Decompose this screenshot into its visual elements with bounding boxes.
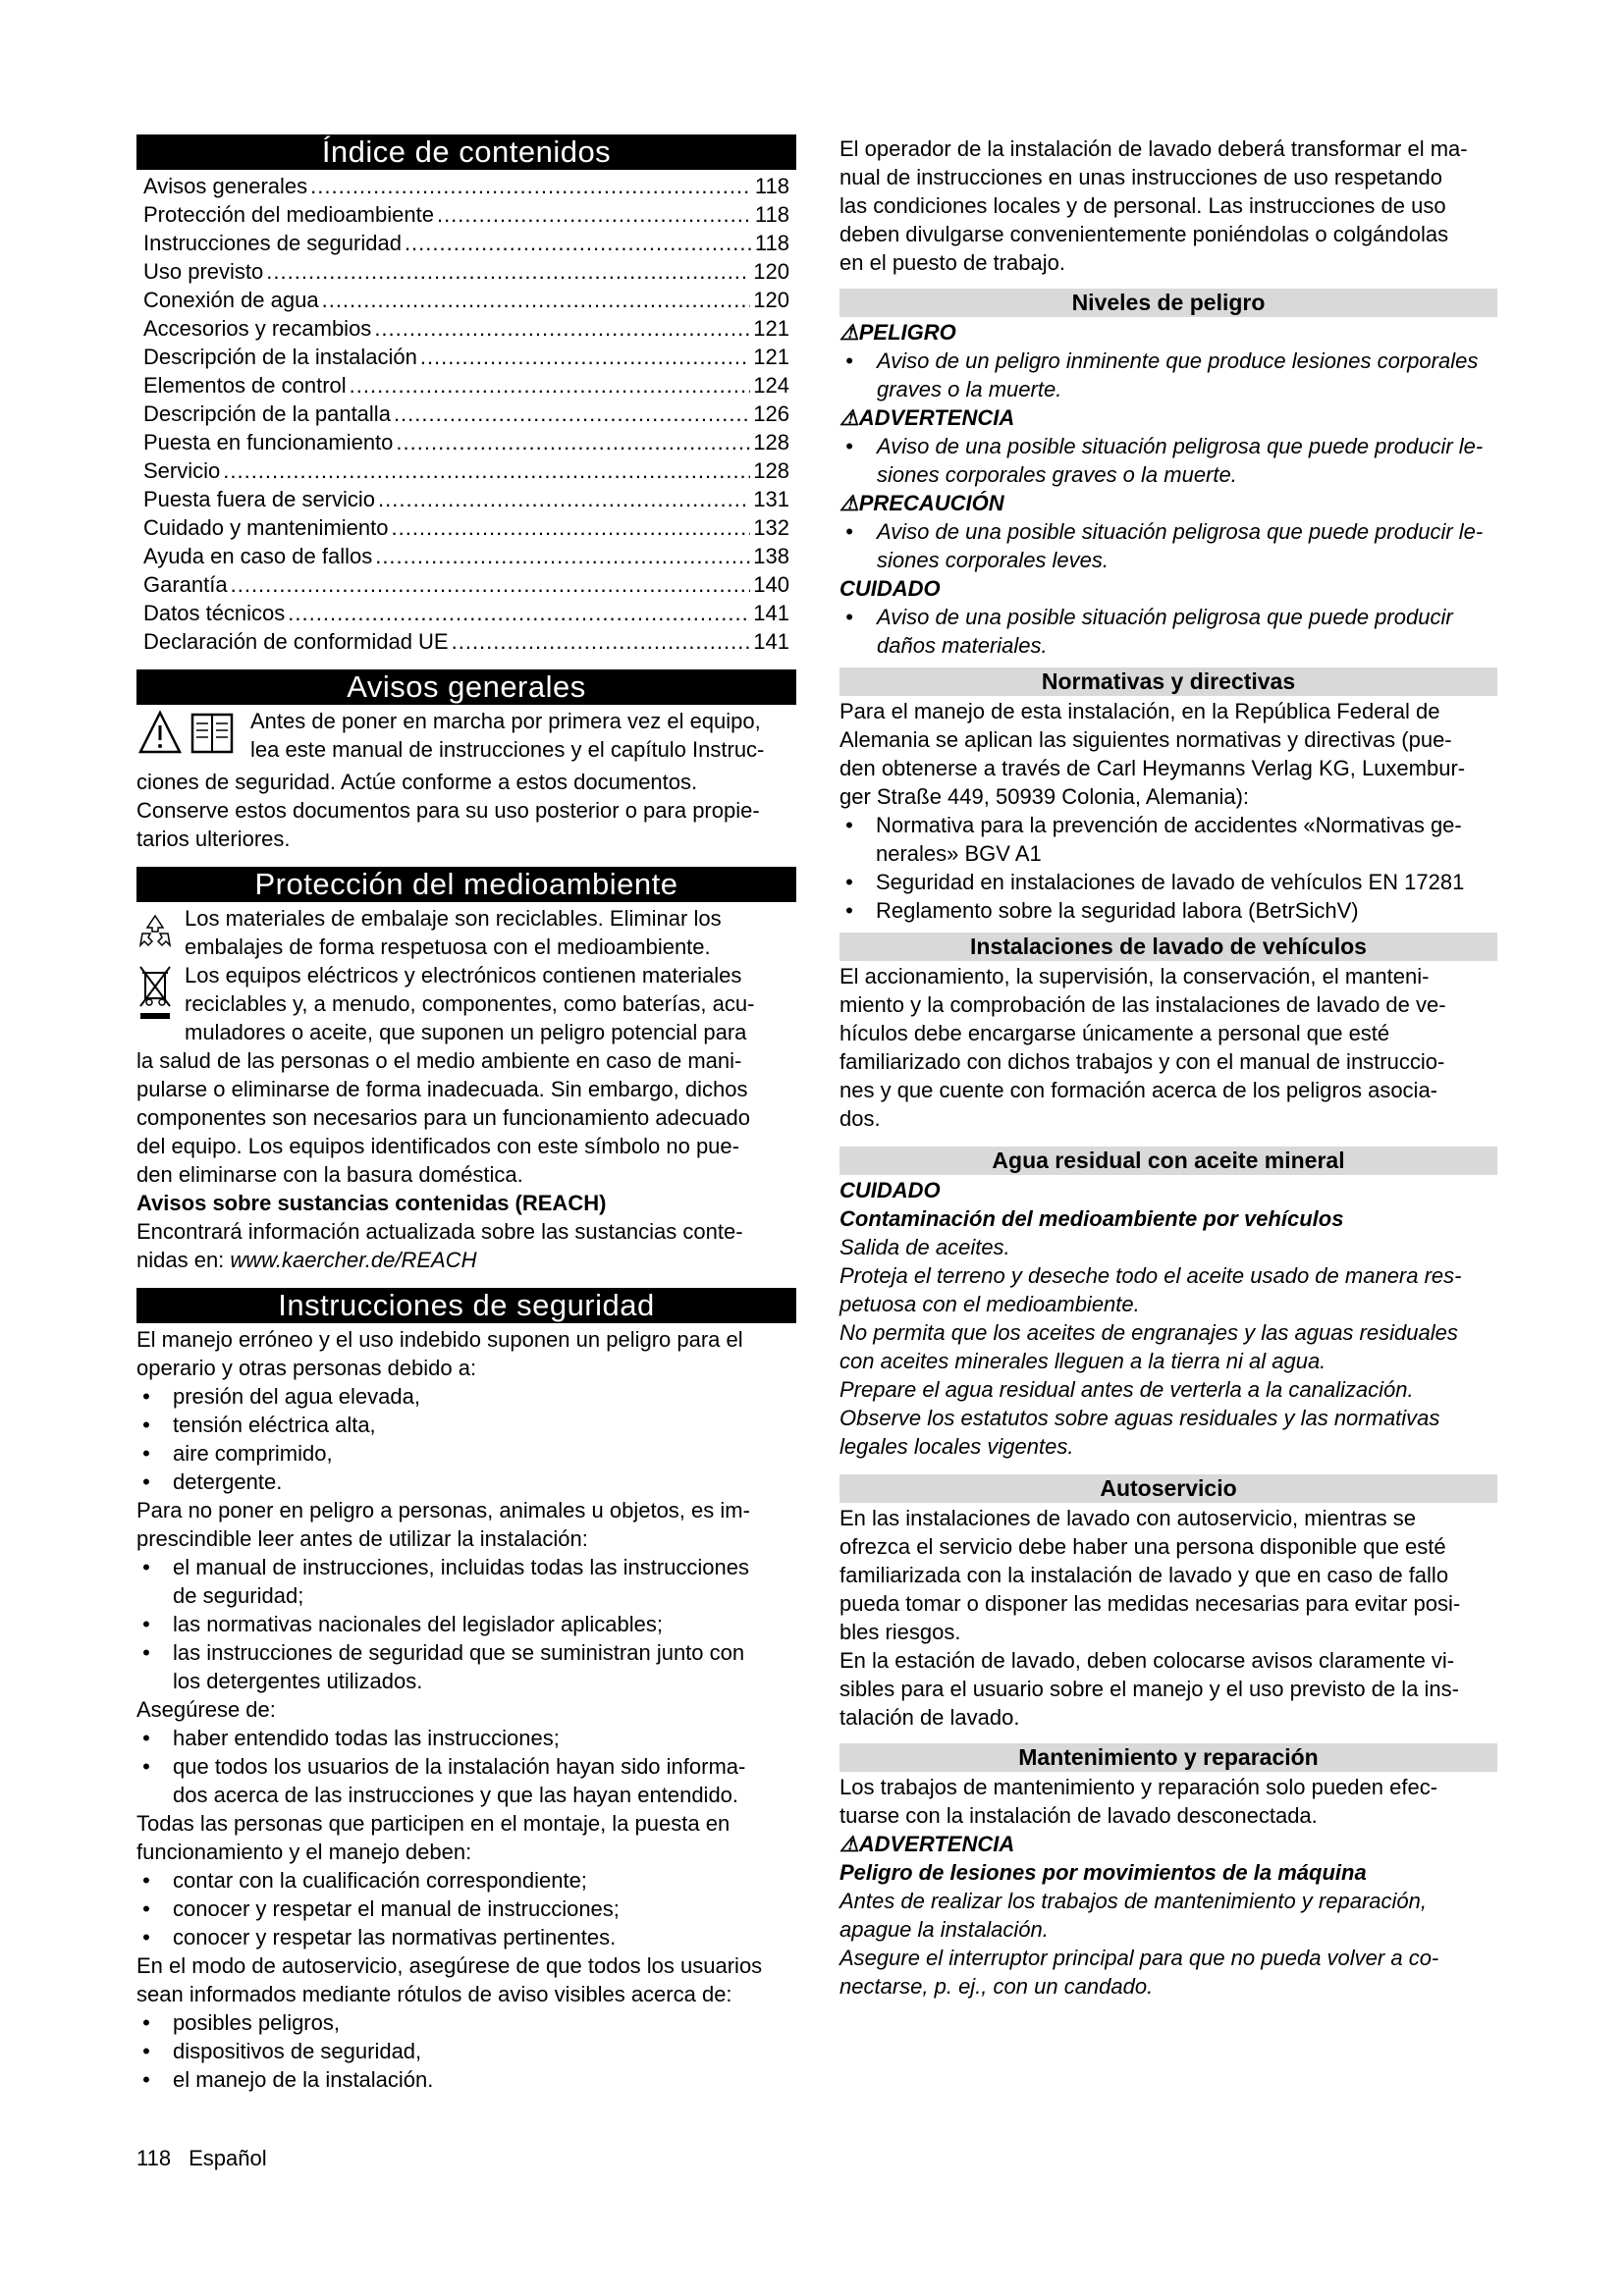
toc-entry-page: 140: [753, 572, 789, 597]
general-text: Conserve estos documentos para su uso posterior o para propie-: [136, 798, 760, 823]
general-title: Avisos generales: [136, 669, 796, 705]
toc-entry-label: Instrucciones de seguridad: [143, 231, 402, 255]
page-footer: [136, 2146, 285, 2171]
footer-language: Español: [189, 2146, 267, 2170]
read-list: [136, 1553, 796, 1695]
warning-triangle-icon: ⚠: [839, 1832, 859, 1856]
list-item: [136, 1752, 796, 1809]
toc-leader-dots: [391, 513, 750, 542]
general-text: ciones de seguridad. Actúe conforme a estos documentos.: [136, 770, 698, 794]
text-line: El accionamiento, la supervisión, la conservación, el manteni-: [839, 964, 1430, 988]
warning-triangle-icon: ⚠: [839, 320, 859, 345]
env-text: muladores o aceite, que suponen un peligro potencial para: [185, 1020, 747, 1044]
list-item: [839, 347, 1497, 403]
toc-leader-dots: [405, 229, 752, 257]
toc-leader-dots: [394, 400, 750, 428]
toc-entry-page: 120: [753, 259, 789, 284]
text-line: den obtenerse a través de Carl Heymanns Verlag KG, Luxembur-: [839, 756, 1466, 780]
list-item: [136, 1638, 796, 1695]
toc-entry-label: Descripción de la pantalla: [143, 401, 391, 426]
general-notice: [136, 707, 796, 853]
list-item: • detergente.: [136, 1468, 796, 1496]
list-item: • aire comprimido,: [136, 1439, 796, 1468]
toc-entry-label: Elementos de control: [143, 373, 347, 398]
safety-text: El manejo erróneo y el uso indebido suponen un peligro para el: [136, 1327, 743, 1352]
text-line: El operador de la instalación de lavado deberá transformar el ma-: [839, 136, 1468, 161]
env-text: embalajes de forma respetuosa con el medioambiente.: [185, 934, 711, 959]
toc-leader-dots: [231, 570, 751, 599]
toc-entry[interactable]: [136, 428, 796, 456]
text-line: Para el manejo de esta instalación, en la República Federal de: [839, 699, 1440, 723]
list-item: • el manejo de la instalación.: [136, 2065, 796, 2094]
text-line: en el puesto de trabajo.: [839, 250, 1065, 275]
list-item-text: siones corporales graves o la muerte.: [877, 462, 1237, 487]
general-text: Antes de poner en marcha por primera vez el equipo,: [250, 709, 761, 733]
oil-text: [839, 1233, 1497, 1461]
toc-entry-label: Servicio: [143, 458, 221, 483]
text-line: hículos debe encargarse únicamente a personal que esté: [839, 1021, 1390, 1045]
list-item: • tensión eléctrica alta,: [136, 1411, 796, 1439]
toc-entry-page: 141: [753, 601, 789, 625]
toc-leader-dots: [378, 485, 750, 513]
toc-entry[interactable]: [136, 485, 796, 513]
danger-level-label: PRECAUCIÓN: [858, 491, 1004, 515]
reach-text: Encontrará información actualizada sobre las sustancias conte-: [136, 1219, 743, 1244]
danger-level-name: [839, 489, 1497, 517]
safety-text: funcionamiento y el manejo deben:: [136, 1840, 472, 1864]
ensure-list: [136, 1724, 796, 1809]
list-item-text: que todos los usuarios de la instalación hayan sido informa-: [173, 1754, 746, 1779]
toc-leader-dots: [374, 314, 750, 343]
safety-text: Para no poner en peligro a personas, animales u objetos, es im-: [136, 1498, 750, 1522]
text-line: sibles para el usuario sobre el manejo y el uso previsto de la ins-: [839, 1677, 1459, 1701]
list-item-text: Aviso de un peligro inminente que produce lesiones corporales: [877, 348, 1479, 373]
text-line: las condiciones locales y de personal. Las instrucciones de uso: [839, 193, 1446, 218]
toc-entry[interactable]: [136, 542, 796, 570]
toc-leader-dots: [437, 200, 752, 229]
text-line: con aceites minerales lleguen a la tierra ni al agua.: [839, 1349, 1326, 1373]
maint-text: tuarse con la instalación de lavado desconectada.: [839, 1803, 1318, 1828]
personnel-list: [136, 1866, 796, 1951]
toc-entry[interactable]: [136, 172, 796, 200]
danger-level-description: [839, 603, 1497, 660]
list-item-text: Aviso de una posible situación peligrosa que puede producir le-: [877, 434, 1484, 458]
general-text: tarios ulteriores.: [136, 827, 291, 851]
toc-leader-dots: [420, 343, 750, 371]
toc-entry-label: Puesta en funcionamiento: [143, 430, 394, 454]
wash-title: Instalaciones de lavado de vehículos: [839, 933, 1497, 961]
environment-title: Protección del medioambiente: [136, 867, 796, 902]
text-line: nes y que cuente con formación acerca de los peligros asocia-: [839, 1078, 1438, 1102]
text-line: legales locales vigentes.: [839, 1434, 1074, 1459]
env-text: Los equipos eléctricos y electrónicos contienen materiales: [185, 963, 742, 988]
toc-entry-label: Accesorios y recambios: [143, 316, 372, 341]
text-line: Prepare el agua residual antes de verterla a la canalización.: [839, 1377, 1414, 1402]
list-item: • conocer y respetar el manual de instrucciones;: [136, 1895, 796, 1923]
norms-text: [839, 697, 1497, 811]
weee-notice: [136, 961, 796, 1189]
toc-entry-page: 121: [753, 345, 789, 369]
toc-entry-page: 138: [753, 544, 789, 568]
danger-level-label: ADVERTENCIA: [858, 405, 1015, 430]
maint-heading: Peligro de lesiones por movimientos de la máquina: [839, 1860, 1367, 1885]
toc-entry[interactable]: [136, 513, 796, 542]
text-line: Alemania se aplican las siguientes normativas y directivas (pue-: [839, 727, 1452, 752]
toc-entry[interactable]: [136, 257, 796, 286]
self-title: Autoservicio: [839, 1474, 1497, 1503]
text-line: No permita que los aceites de engranajes y las aguas residuales: [839, 1320, 1458, 1345]
env-text: del equipo. Los equipos identificados con este símbolo no pue-: [136, 1134, 739, 1158]
toc-leader-dots: [310, 172, 752, 200]
toc-entry-page: 124: [753, 373, 789, 398]
list-item-text: las instrucciones de seguridad que se suministran junto con: [173, 1640, 745, 1665]
text-line: Salida de aceites.: [839, 1235, 1010, 1259]
toc-leader-dots: [322, 286, 751, 314]
safety-text: operario y otras personas debido a:: [136, 1356, 477, 1380]
reach-title: Avisos sobre sustancias contenidas (REACH): [136, 1191, 607, 1215]
text-line: talación de lavado.: [839, 1705, 1020, 1730]
danger-level-description: [839, 517, 1497, 574]
warning-triangle-icon: ⚠: [839, 405, 859, 430]
maint-text: Los trabajos de mantenimiento y reparación solo pueden efec-: [839, 1775, 1438, 1799]
toc-entry[interactable]: [136, 229, 796, 257]
crossed-bin-icon: [136, 963, 174, 1020]
toc-entry[interactable]: [136, 314, 796, 343]
oil-heading: Contaminación del medioambiente por vehículos: [839, 1206, 1344, 1231]
recycling-icon: [136, 912, 174, 951]
norms-list: [839, 811, 1497, 925]
safety-text: prescindible leer antes de utilizar la instalación:: [136, 1526, 588, 1551]
list-item: • presión del agua elevada,: [136, 1382, 796, 1411]
env-text: Los materiales de embalaje son reciclables. Eliminar los: [185, 906, 722, 931]
list-item: [839, 811, 1497, 868]
text-line: ger Straße 449, 50939 Colonia, Alemania):: [839, 784, 1250, 809]
toc-leader-dots: [452, 627, 751, 656]
list-item: [839, 896, 1497, 925]
text-line: familiarizado con dichos trabajos y con el manual de instruccio-: [839, 1049, 1445, 1074]
env-text: componentes son necesarios para un funcionamiento adecuado: [136, 1105, 750, 1130]
toc-entry-label: Datos técnicos: [143, 601, 286, 625]
maint-italic-text: [839, 1887, 1497, 2001]
text-line: En la estación de lavado, deben colocarse avisos claramente vi-: [839, 1648, 1455, 1673]
toc-entry-label: Protección del medioambiente: [143, 202, 434, 227]
text-line: ofrezca el servicio debe haber una persona disponible que esté: [839, 1534, 1446, 1559]
toc-entry-label: Declaración de conformidad UE: [143, 629, 449, 654]
toc-entry-label: Cuidado y mantenimiento: [143, 515, 389, 540]
list-item: • contar con la cualificación correspondiente;: [136, 1866, 796, 1895]
list-item-text: de seguridad;: [173, 1583, 304, 1608]
list-item-text: los detergentes utilizados.: [173, 1669, 423, 1693]
text-line: pueda tomar o disponer las medidas necesarias para evitar posi-: [839, 1591, 1461, 1616]
toc-entry[interactable]: [136, 599, 796, 627]
toc-entry[interactable]: [136, 627, 796, 656]
text-line: miento y la comprobación de las instalaciones de lavado de ve-: [839, 992, 1446, 1017]
signage-list: [136, 2008, 796, 2094]
list-item-text: Seguridad en instalaciones de lavado de vehículos EN 17281: [876, 870, 1465, 894]
list-item-text: las normativas nacionales del legislador aplicables;: [173, 1612, 663, 1636]
toc-entry-page: 118: [754, 231, 789, 255]
safety-text: Asegúrese de:: [136, 1697, 276, 1722]
reach-link[interactable]: www.kaercher.de/REACH: [230, 1248, 477, 1272]
list-item: [136, 1724, 796, 1752]
text-line: Asegure el interruptor principal para que no pueda volver a co-: [839, 1946, 1439, 1970]
toc-entry-label: Avisos generales: [143, 174, 308, 198]
levels-title: Niveles de peligro: [839, 289, 1497, 317]
list-item-text: Reglamento sobre la seguridad labora (BetrSichV): [876, 898, 1359, 923]
safety-text: Todas las personas que participen en el montaje, la puesta en: [136, 1811, 731, 1836]
safety-text: sean informados mediante rótulos de aviso visibles acerca de:: [136, 1982, 732, 2006]
warning-manual-icon: [136, 707, 243, 762]
text-line: petuosa con el medioambiente.: [839, 1292, 1140, 1316]
toc-entry[interactable]: [136, 286, 796, 314]
list-item-text: graves o la muerte.: [877, 377, 1062, 401]
toc-leader-dots: [375, 542, 750, 570]
safety-text: En el modo de autoservicio, asegúrese de que todos los usuarios: [136, 1953, 763, 1978]
danger-level-name: [839, 403, 1497, 432]
toc-leader-dots: [396, 428, 750, 456]
toc-entry-page: 120: [753, 288, 789, 312]
danger-levels: [839, 318, 1497, 660]
operator-intro: [839, 134, 1497, 277]
reach-prefix: nidas en:: [136, 1248, 231, 1272]
list-item: • posibles peligros,: [136, 2008, 796, 2037]
env-text: pularse o eliminarse de forma inadecuada. Sin embargo, dichos: [136, 1077, 748, 1101]
toc-entry-label: Ayuda en caso de fallos: [143, 544, 373, 568]
self-text: [839, 1504, 1497, 1732]
toc-title: Índice de contenidos: [136, 134, 796, 170]
toc-entry-label: Descripción de la instalación: [143, 345, 417, 369]
warning-book-icons: [136, 707, 243, 768]
toc-leader-dots: [350, 371, 751, 400]
maint-level: [839, 1830, 1497, 1858]
text-line: dos.: [839, 1106, 881, 1131]
maint-title: Mantenimiento y reparación: [839, 1743, 1497, 1772]
toc-entry-page: 132: [753, 515, 789, 540]
toc-entry-label: Garantía: [143, 572, 228, 597]
list-item: • dispositivos de seguridad,: [136, 2037, 796, 2065]
env-text: reciclables y, a menudo, componentes, como baterías, acu-: [185, 991, 755, 1016]
toc-entry-label: Puesta fuera de servicio: [143, 487, 376, 511]
toc-entry-label: Conexión de agua: [143, 288, 319, 312]
toc-entry-page: 118: [754, 174, 789, 198]
oil-level: CUIDADO: [839, 1178, 941, 1202]
text-line: apague la instalación.: [839, 1917, 1049, 1942]
text-line: En las instalaciones de lavado con autoservicio, mientras se: [839, 1506, 1416, 1530]
oil-title: Agua residual con aceite mineral: [839, 1147, 1497, 1175]
toc-leader-dots: [266, 257, 750, 286]
text-line: nectarse, p. ej., con un candado.: [839, 1974, 1154, 1999]
text-line: Proteja el terreno y deseche todo el aceite usado de manera res-: [839, 1263, 1462, 1288]
toc-entry[interactable]: [136, 343, 796, 371]
list-item: [839, 432, 1497, 489]
norms-title: Normativas y directivas: [839, 667, 1497, 696]
text-line: Antes de realizar los trabajos de mantenimiento y reparación,: [839, 1889, 1427, 1913]
toc-entry-page: 128: [753, 458, 789, 483]
toc-list: [136, 172, 796, 656]
list-item: [839, 868, 1497, 896]
danger-level-name: [839, 574, 1497, 603]
list-item-text: haber entendido todas las instrucciones;: [173, 1726, 560, 1750]
list-item-text: el manual de instrucciones, incluidas todas las instrucciones: [173, 1555, 749, 1579]
list-item: [839, 603, 1497, 660]
toc-entry-label: Uso previsto: [143, 259, 264, 284]
safety-title: Instrucciones de seguridad: [136, 1288, 796, 1323]
list-item-text: Normativa para la prevención de accidentes «Normativas ge-: [876, 813, 1462, 837]
text-line: nual de instrucciones en unas instrucciones de uso respetando: [839, 165, 1442, 189]
page-number: 118: [136, 2146, 172, 2170]
list-item-text: daños materiales.: [877, 633, 1048, 658]
toc-entry[interactable]: [136, 200, 796, 229]
toc-entry-page: 118: [754, 202, 789, 227]
recycling-notice: [136, 904, 796, 961]
wash-text: [839, 962, 1497, 1133]
list-item-text: Aviso de una posible situación peligrosa que puede producir le-: [877, 519, 1484, 544]
env-text: den eliminarse con la basura doméstica.: [136, 1162, 523, 1187]
list-item-text: nerales» BGV A1: [876, 841, 1042, 866]
toc-leader-dots: [288, 599, 750, 627]
toc-entry-page: 126: [753, 401, 789, 426]
list-item: • conocer y respetar las normativas pertinentes.: [136, 1923, 796, 1951]
list-item-text: dos acerca de las instrucciones y que las hayan entendido.: [173, 1783, 739, 1807]
maint-level-label: ADVERTENCIA: [858, 1832, 1015, 1856]
list-item: [839, 517, 1497, 574]
toc-entry[interactable]: [136, 456, 796, 485]
danger-level-description: [839, 432, 1497, 489]
danger-level-label: PELIGRO: [858, 320, 956, 345]
toc-entry[interactable]: [136, 371, 796, 400]
list-item-text: Aviso de una posible situación peligrosa que puede producir: [877, 605, 1453, 629]
text-line: familiarizada con la instalación de lavado y que en caso de fallo: [839, 1563, 1449, 1587]
danger-level-name: [839, 318, 1497, 347]
list-item-text: siones corporales leves.: [877, 548, 1110, 572]
list-item: [136, 1610, 796, 1638]
toc-entry-page: 121: [753, 316, 789, 341]
reach-text: [136, 1246, 796, 1274]
text-line: bles riesgos.: [839, 1620, 961, 1644]
toc-leader-dots: [223, 456, 750, 485]
toc-entry-page: 128: [753, 430, 789, 454]
left-column: [136, 134, 796, 2094]
list-item: [136, 1553, 796, 1610]
danger-level-label: CUIDADO: [839, 576, 941, 601]
danger-level-description: [839, 347, 1497, 403]
toc-entry-page: 131: [753, 487, 789, 511]
toc-entry[interactable]: [136, 570, 796, 599]
warning-triangle-icon: ⚠: [839, 491, 859, 515]
toc-entry[interactable]: [136, 400, 796, 428]
right-column: [839, 134, 1497, 2001]
env-text: la salud de las personas o el medio ambiente en caso de mani-: [136, 1048, 742, 1073]
text-line: Observe los estatutos sobre aguas residuales y las normativas: [839, 1406, 1440, 1430]
general-text: lea este manual de instrucciones y el capítulo Instruc-: [250, 737, 765, 762]
hazard-list: [136, 1382, 796, 1496]
text-line: deben divulgarse convenientemente poniéndolas o colgándolas: [839, 222, 1449, 246]
toc-entry-page: 141: [753, 629, 789, 654]
